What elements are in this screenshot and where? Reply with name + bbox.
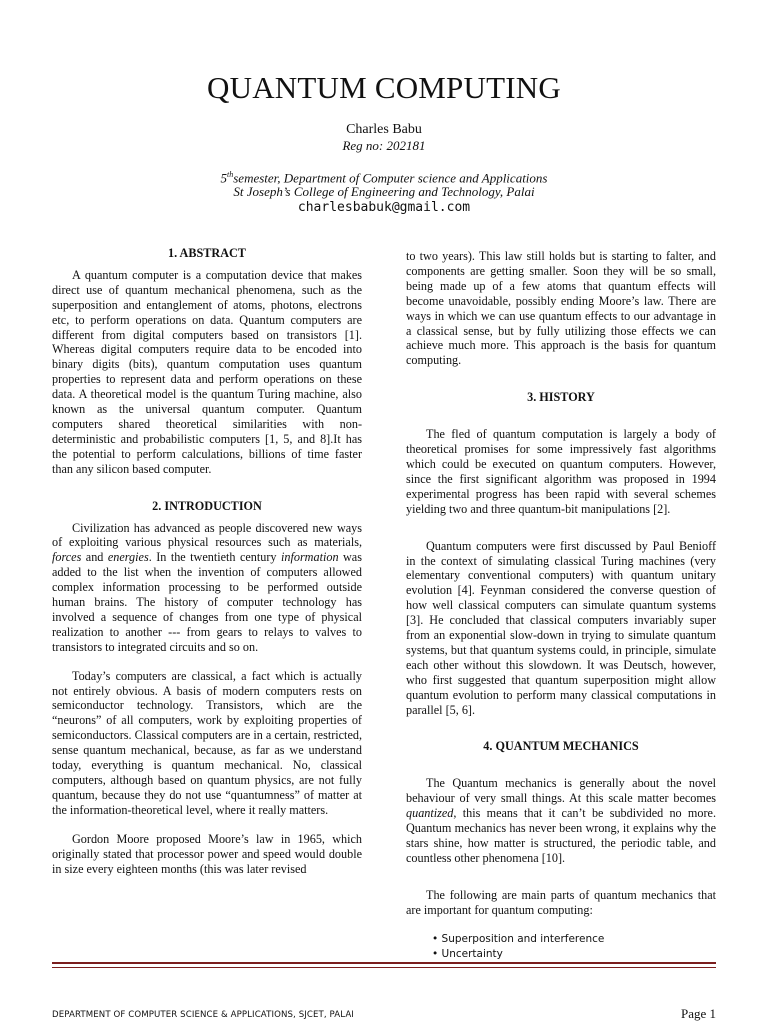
mechanics-bullet-list bbox=[406, 932, 716, 962]
mechanics-heading: 4. QUANTUM MECHANICS bbox=[483, 739, 639, 754]
affiliation-rest: semester, Department of Computer science and Applications bbox=[233, 170, 548, 186]
affiliation-sup-num: 5 bbox=[220, 170, 227, 186]
intro-text-b: . In the twentieth century bbox=[148, 550, 281, 565]
history-paragraph-2: Quantum computers were first discussed by Paul Benioff in the context of simulating classical Turing machines (very elementary conventional computers) with quantum unitary evolution [4]. Feynman considered the converse question of how well classical computers can simulate quantum systems [3]. He concluded that classical computers invariably super from an exponential slow-down in trying to simulate quantum systems, but that quantum systems could, in principle, simulate each other without this slowdown. It was Deutsch, however, who first suggested that quantum superposition might allow quantum evolution to perform many classical computations in parallel [5, 6]. bbox=[406, 538, 716, 717]
introduction-paragraph-3: Gordon Moore proposed Moore’s law in 1965, which originally stated that processor power and speed would double in size every eighteen months (this was later revised bbox=[52, 831, 362, 876]
right-column bbox=[406, 249, 716, 962]
introduction-heading: 2. INTRODUCTION bbox=[152, 498, 262, 513]
introduction-paragraph-1 bbox=[52, 521, 362, 655]
author-email[interactable]: charlesbabuk@gmail.com bbox=[297, 200, 471, 215]
abstract-heading: 1. ABSTRACT bbox=[168, 246, 246, 260]
author-name: Charles Babu bbox=[346, 122, 422, 137]
reg-number: Reg no: 202181 bbox=[342, 138, 426, 153]
intro-information: information bbox=[280, 550, 339, 565]
page-number: Page 1 bbox=[680, 1006, 716, 1021]
mech-text-b: , this means that it can’t be subdivided no more. Quantum mechanics has never been wrong, it explains why the stars shine, how matter is structured, the periodic table, and countless other phenomena [10]. bbox=[406, 806, 716, 865]
list-item: • Superposition and interference bbox=[432, 932, 716, 947]
mechanics-paragraph-1 bbox=[406, 776, 716, 865]
introduction-paragraph-3-continued: to two years). This law still holds but is starting to falter, and components are getting smaller. Soon they will be so small, being made up of a few atoms that quantum effects will become unavoidable, possibly ending Moore’s law. There are ways in which we can use quantum effects to our advantage in a classical sense, but by fully utilizing those effects we can achieve much more. This approach is the basis for quantum computing. bbox=[406, 249, 716, 368]
mech-quantized: quantized bbox=[406, 806, 454, 821]
footer-department: DEPARTMENT OF COMPUTER SCIENCE & APPLICATIONS, SJCET, PALAI bbox=[52, 1010, 354, 1020]
abstract-paragraph: A quantum computer is a computation device that makes direct use of quantum mechanical phenomena, such as the superposition and entanglement of atoms, photons, electrons etc, to perform operations on data. Quantum computers are different from digital computers based on transistors [1]. Whereas digital computers require data to be encoded into binary digits (bits), quantum computation uses quantum properties to represent data and perform operations on these data. A theoretical model is the quantum Turing machine, also known as the universal quantum computer. Quantum computers shared theoretical similarities with non-deterministic and probabilistic computers [1, 5, and 8].It has the potential to perform calculations, billions of time faster than any silicon based computer. bbox=[52, 267, 362, 476]
mech-text-a: The Quantum mechanics is generally about the novel behaviour of very small things. At this scale matter becomes bbox=[406, 776, 716, 806]
footer-rule-thick bbox=[52, 962, 716, 964]
intro-text-c: was added to the list when the invention of computers allowed complex information processing to be performed outside human brains. The history of computer technology has involved a sequence of changes from one type of physical realization to another --- from gears to relays to valves to transistors to integrated circuits and so on. bbox=[52, 550, 362, 654]
list-item: • Uncertainty bbox=[432, 947, 716, 962]
left-column bbox=[52, 246, 362, 876]
intro-energies: energies bbox=[107, 550, 149, 565]
affiliation-sup: th bbox=[227, 170, 234, 179]
intro-and: and bbox=[81, 550, 108, 565]
introduction-paragraph-2: Today’s computers are classical, a fact which is actually not entirely obvious. A basis of modern computers rests on semiconductor technology. Transistors, which are the “neurons” of all computers, work by exploiting properties of semiconductors. Classical computers are in a certain, restricted, sense quantum mechanical, because, as far as we understand today, everything is quantum mechanical. No, classical computers, although based on quantum physics, are not fully quantum, because they do not use “quantumness” of matter at the information-theoretical level, where it really matters. bbox=[52, 668, 362, 817]
paper-title: QUANTUM COMPUTING bbox=[207, 70, 561, 105]
mechanics-paragraph-2: The following are main parts of quantum mechanics that are important for quantum computing: bbox=[406, 887, 716, 917]
intro-text-a: Civilization has advanced as people discovered new ways of exploiting various physical resources such as materials, bbox=[52, 520, 362, 550]
footer-rule-thin bbox=[52, 967, 716, 968]
history-paragraph-1: The fled of quantum computation is largely a body of theoretical promises for some impressively fast algorithms which could be executed on quantum computers. However, since the first significant algorithm was proposed in 1994 experimental progress has been rapid with several schemes yielding two and three quantum-bit manipulations [2]. bbox=[406, 427, 716, 516]
history-heading: 3. HISTORY bbox=[527, 390, 595, 405]
college-name: St Joseph’s College of Engineering and Technology, Palai bbox=[233, 184, 535, 199]
intro-forces: forces bbox=[52, 550, 82, 565]
